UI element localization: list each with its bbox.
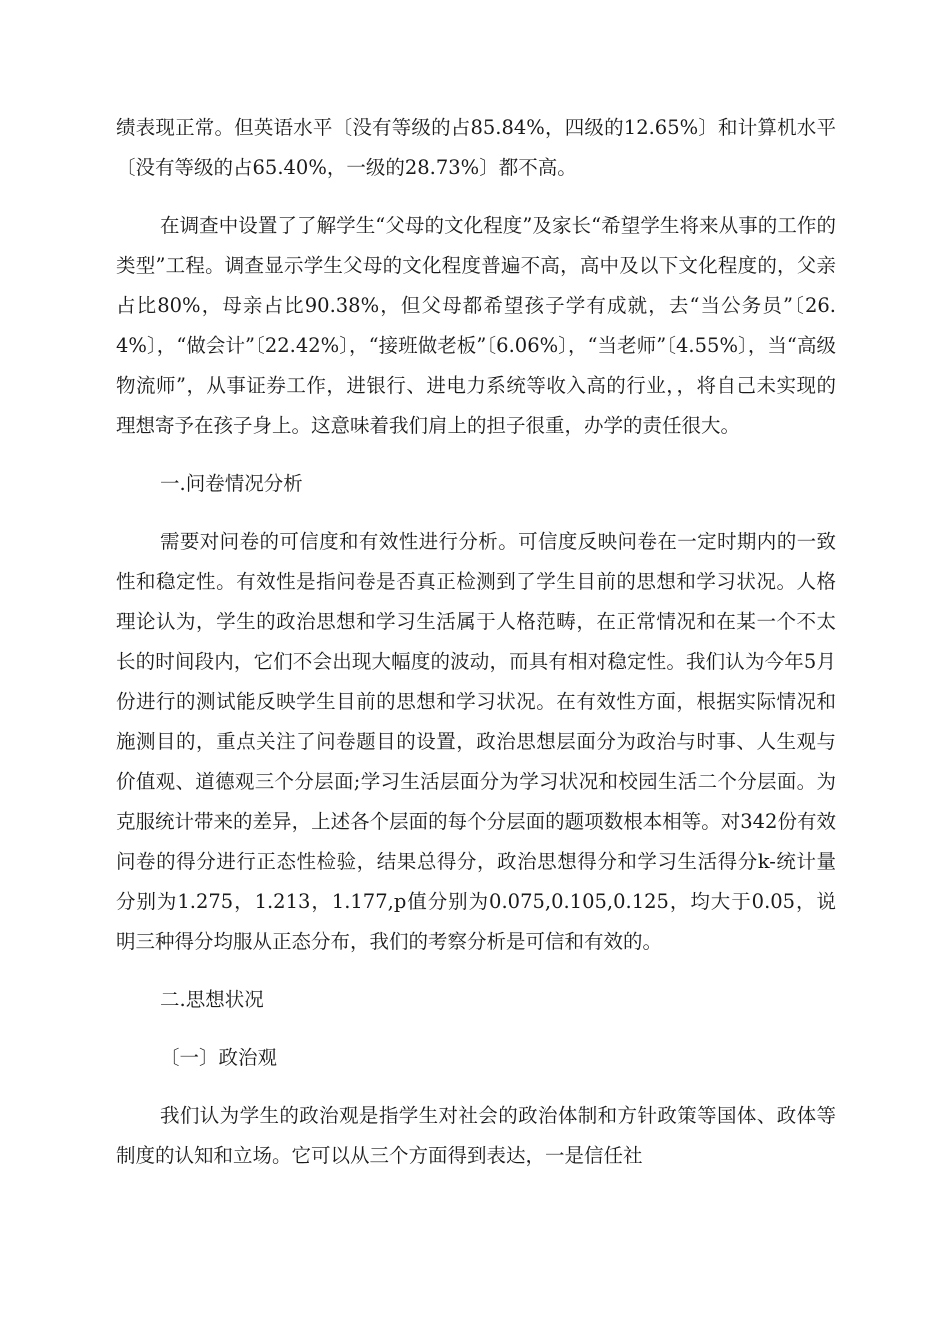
document-page (116, 108, 836, 1176)
paragraph-politics: 我们认为学生的政治观是指学生对社会的政治体制和方针政策等国体、政体等制度的认知和立场。它可以从三个方面得到表达，一是信任社 (116, 1104, 836, 1167)
paragraph-continued: 绩表现正常。但英语水平〔没有等级的占85.84%，四级的12.65%〕和计算机水平〔没有等级的占65.40%，一级的28.73%〕都不高。 (116, 116, 836, 179)
section-heading-thought: 二.思想状况 (160, 988, 264, 1011)
paragraph-questionnaire-analysis: 需要对问卷的可信度和有效性进行分析。可信度反映问卷在一定时期内的一致性和稳定性。有效性是指问卷是否真正检测到了学生目前的思想和学习状况。人格理论认为，学生的政治思想和学习生活属于人格范畴，在正常情况和在某一个不太长的时间段内，它们不会出现大幅度的波动，而具有相对稳定性。我们认为今年5月份进行的测试能反映学生目前的思想和学习状况。在有效性方面，根据实际情况和施测目的，重点关注了问卷题目的设置，政治思想层面分为政治与时事、人生观与价值观、道德观三个分层面;学习生活层面分为学习状况和校园生活二个分层面。为克服统计带来的差异，上述各个层面的每个分层面的题项数根本相等。对342份有效问卷的得分进行正态性检验，结果总得分，政治思想得分和学习生活得分k-统计量分别为1.275，1.213，1.177,p值分别为0.075,0.105,0.125，均大于0.05，说明三种得分均服从正态分布，我们的考察分析是可信和有效的。 (116, 530, 836, 953)
section-heading-questionnaire: 一.问卷情况分析 (160, 472, 303, 495)
subsection-heading-politics: 〔一〕政治观 (160, 1046, 278, 1069)
paragraph-parents-education: 在调查中设置了了解学生“父母的文化程度”及家长“希望学生将来从事的工作的类型”工程。调查显示学生父母的文化程度普遍不高，高中及以下文化程度的，父亲占比80%，母亲占比90.38%，但父母都希望孩子学有成就，去“当公务员”〔26.4%〕，“做会计”〔22.42%〕，“接班做老板”〔6.06%〕，“当老师”〔4.55%〕，当“高级物流师”，从事证券工作，进银行、进电力系统等收入高的行业，，将自己未实现的理想寄予在孩子身上。这意味着我们肩上的担子很重，办学的责任很大。 (116, 214, 836, 437)
